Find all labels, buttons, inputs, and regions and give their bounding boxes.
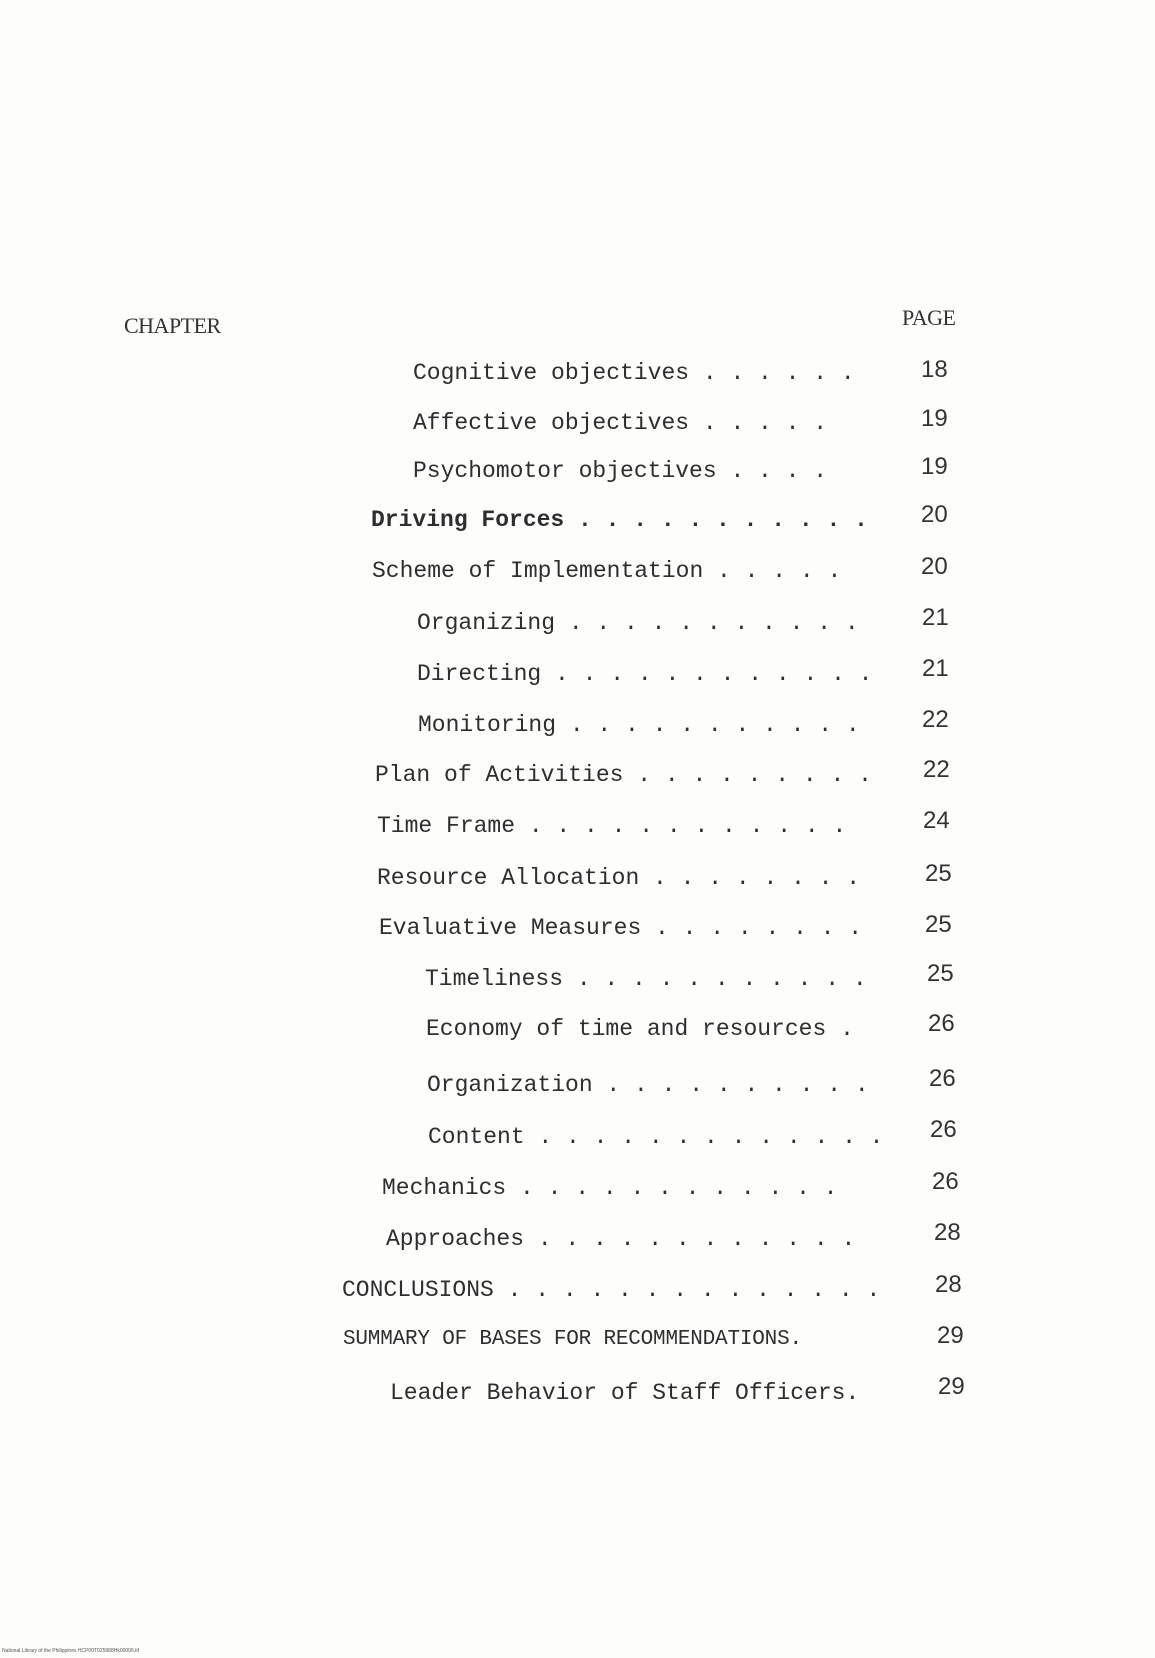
toc-entry-page: 18 (921, 356, 948, 383)
toc-entry-page: 28 (934, 1219, 961, 1246)
toc-entry-text: Cognitive objectives . . . . . . (413, 360, 855, 386)
toc-entry-page: 19 (921, 405, 948, 432)
toc-entry-text: CONCLUSIONS . . . . . . . . . . . . . . (342, 1277, 881, 1303)
toc-entry-page: 29 (937, 1322, 964, 1349)
scan-footer: National Library of the Philippines HCP00T025988Hk00006.tif (2, 1648, 140, 1654)
toc-entry-page: 28 (935, 1271, 962, 1298)
toc-entry-text: Leader Behavior of Staff Officers. (390, 1380, 860, 1406)
toc-entry-text: Economy of time and resources . (426, 1016, 854, 1042)
toc-entry-page: 29 (938, 1373, 965, 1400)
toc-entry-text: Mechanics . . . . . . . . . . . . (382, 1175, 838, 1201)
toc-entry-text: Directing . . . . . . . . . . . . (417, 661, 873, 687)
chapter-header: CHAPTER (124, 313, 221, 338)
toc-entry-page: 22 (922, 706, 949, 733)
toc-entry-page: 25 (927, 960, 954, 987)
toc-entry-text: Plan of Activities . . . . . . . . . (375, 762, 872, 788)
toc-entry-text: SUMMARY OF BASES FOR RECOMMENDATIONS. (343, 1328, 802, 1351)
toc-entry-text: Organization . . . . . . . . . . (427, 1072, 869, 1098)
toc-entry-page: 21 (922, 655, 949, 682)
toc-entry-page: 22 (923, 756, 950, 783)
toc-entry-page: 20 (921, 553, 948, 580)
toc-entry-text: Approaches . . . . . . . . . . . . (386, 1226, 856, 1252)
toc-entry-text: Timeliness . . . . . . . . . . . (425, 966, 867, 992)
toc-entry-text: Organizing . . . . . . . . . . . (417, 610, 859, 636)
toc-entry-text: Evaluative Measures . . . . . . . . (379, 915, 863, 941)
toc-entry-text: Driving Forces . . . . . . . . . . . (371, 507, 868, 533)
toc-entry-text: Resource Allocation . . . . . . . . (377, 865, 861, 891)
toc-entry-page: 26 (930, 1116, 957, 1143)
toc-entry-text: Time Frame . . . . . . . . . . . . (377, 813, 847, 839)
toc-entry-page: 21 (922, 604, 949, 631)
toc-entry-page: 26 (932, 1168, 959, 1195)
toc-entry-page: 25 (925, 860, 952, 887)
toc-entry-text: Scheme of Implementation . . . . . (372, 558, 842, 584)
toc-entry-page: 25 (925, 911, 952, 938)
toc-entry-page: 19 (921, 453, 948, 480)
toc-entry-text: Monitoring . . . . . . . . . . . (418, 712, 860, 738)
toc-entry-text: Psychomotor objectives . . . . (413, 458, 828, 484)
toc-entry-page: 26 (928, 1010, 955, 1037)
toc-entry-text: Affective objectives . . . . . (413, 410, 828, 436)
toc-entry-page: 24 (923, 807, 950, 834)
toc-entry-page: 20 (921, 501, 948, 528)
page-header: PAGE (902, 305, 956, 330)
toc-entry-text: Content . . . . . . . . . . . . . (428, 1124, 884, 1150)
toc-entry-page: 26 (929, 1065, 956, 1092)
